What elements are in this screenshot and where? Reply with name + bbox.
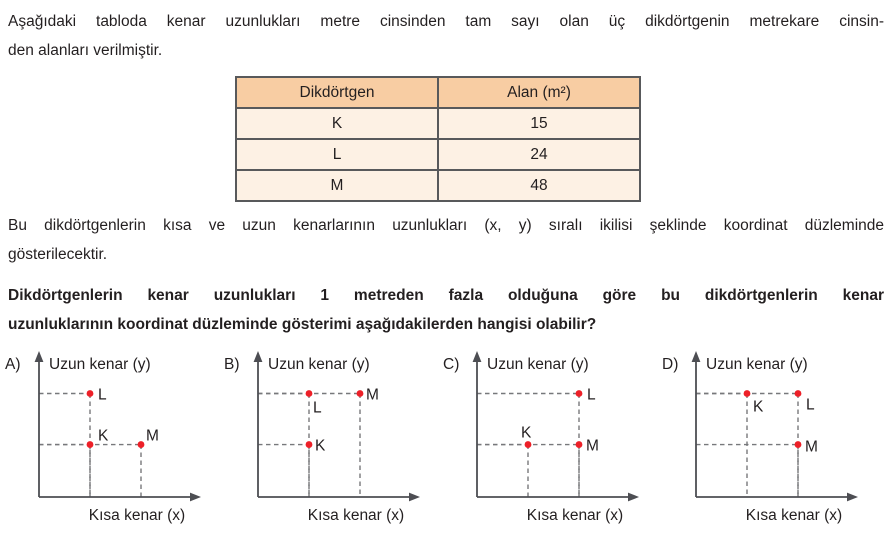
data-point-L xyxy=(576,390,583,397)
option-d xyxy=(660,344,879,530)
point-label-L: L xyxy=(587,386,596,404)
y-axis-title: Uzun kenar (y) xyxy=(487,356,589,373)
point-label-K: K xyxy=(315,437,326,455)
x-axis-arrow-icon xyxy=(628,493,639,502)
point-label-L: L xyxy=(98,386,107,404)
explanation-paragraph xyxy=(8,211,884,269)
data-point-K xyxy=(306,441,313,448)
y-axis-arrow-icon xyxy=(254,351,263,362)
point-label-K: K xyxy=(521,424,532,442)
rect-name-cell: M xyxy=(236,170,438,201)
table-row xyxy=(236,108,640,139)
column-header-dikdortgen: Dikdörtgen xyxy=(236,77,438,108)
option-c-chart xyxy=(441,344,660,530)
data-point-L xyxy=(306,390,313,397)
option-a xyxy=(3,344,222,530)
data-point-K xyxy=(87,441,94,448)
y-axis-title: Uzun kenar (y) xyxy=(706,356,808,373)
x-axis-title: Kısa kenar (x) xyxy=(526,507,624,524)
answer-options xyxy=(3,344,884,530)
point-label-M: M xyxy=(586,437,599,455)
explanation-line-1: Bu dikdörtgenlerin kısa ve uzun kenarlarının uzunlukları (x, y) sıralı ikilisi şeklinde koordinat düzleminde xyxy=(8,217,884,234)
area-value-cell: 48 xyxy=(438,170,640,201)
rect-name-cell: K xyxy=(236,108,438,139)
y-axis-title: Uzun kenar (y) xyxy=(49,356,151,373)
point-label-M: M xyxy=(805,438,818,456)
data-point-M xyxy=(576,441,583,448)
data-point-M xyxy=(138,441,145,448)
option-letter-label: D) xyxy=(662,356,679,373)
option-letter-label: A) xyxy=(5,356,21,373)
point-label-M: M xyxy=(366,386,379,404)
column-header-alan: Alan (m²) xyxy=(438,77,640,108)
table-header-row xyxy=(236,77,640,108)
data-point-K xyxy=(744,390,751,397)
rect-name-cell: L xyxy=(236,139,438,170)
x-axis-title: Kısa kenar (x) xyxy=(307,507,405,524)
table-row xyxy=(236,170,640,201)
option-a-chart xyxy=(3,344,222,530)
data-point-M xyxy=(795,441,802,448)
question-text xyxy=(8,281,884,339)
area-table xyxy=(235,76,641,202)
option-letter-label: B) xyxy=(224,356,240,373)
option-letter-label: C) xyxy=(443,356,460,373)
data-point-M xyxy=(357,390,364,397)
option-b xyxy=(222,344,441,530)
y-axis-arrow-icon xyxy=(692,351,701,362)
data-point-L xyxy=(87,390,94,397)
x-axis-title: Kısa kenar (x) xyxy=(745,507,843,524)
y-axis-arrow-icon xyxy=(35,351,44,362)
point-label-L: L xyxy=(806,396,815,414)
y-axis-arrow-icon xyxy=(473,351,482,362)
x-axis-arrow-icon xyxy=(190,493,201,502)
x-axis-title: Kısa kenar (x) xyxy=(88,507,186,524)
x-axis-arrow-icon xyxy=(847,493,858,502)
area-value-cell: 24 xyxy=(438,139,640,170)
option-c xyxy=(441,344,660,530)
point-label-K: K xyxy=(753,398,764,416)
intro-line-2: den alanları verilmiştir. xyxy=(8,42,163,59)
area-value-cell: 15 xyxy=(438,108,640,139)
point-label-M: M xyxy=(146,427,159,445)
data-point-K xyxy=(525,441,532,448)
y-axis-title: Uzun kenar (y) xyxy=(268,356,370,373)
point-label-L: L xyxy=(313,399,322,417)
intro-paragraph xyxy=(8,7,884,65)
x-axis-arrow-icon xyxy=(409,493,420,502)
point-label-K: K xyxy=(98,427,109,445)
option-b-chart xyxy=(222,344,441,530)
data-point-L xyxy=(795,390,802,397)
intro-line-1: Aşağıdaki tabloda kenar uzunlukları metre cinsinden tam sayı olan üç dikdörtgenin metrekare cinsin- xyxy=(8,13,884,30)
option-d-chart xyxy=(660,344,879,530)
question-line-1: Dikdörtgenlerin kenar uzunlukları 1 metreden fazla olduğuna göre bu dikdörtgenlerin kenar xyxy=(8,287,884,304)
question-line-2: uzunluklarının koordinat düzleminde gösterimi aşağıdakilerden hangisi olabilir? xyxy=(8,316,597,333)
explanation-line-2: gösterilecektir. xyxy=(8,246,108,263)
table-row xyxy=(236,139,640,170)
